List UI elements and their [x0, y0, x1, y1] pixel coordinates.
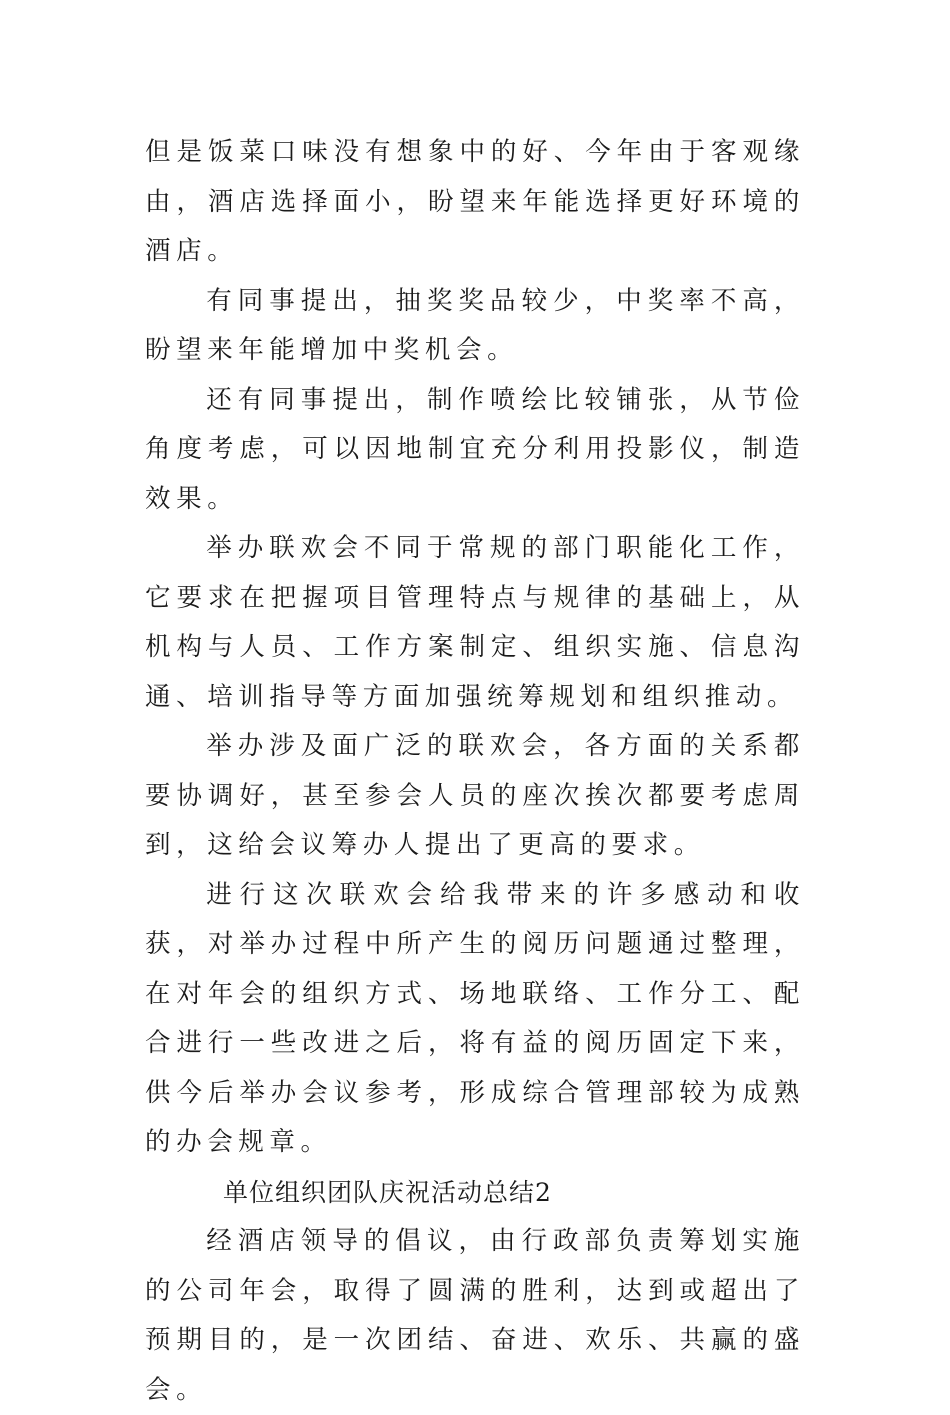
- paragraph: 进行这次联欢会给我带来的许多感动和收获，对举办过程中所产生的阅历问题通过整理，在对年会的组织方式、场地联络、工作分工、配合进行一些改进之后，将有益的阅历固定下来，供今后举办会议参考，形成综合管理部较为成熟的办会规章。: [145, 879, 805, 1157]
- paragraph: 举办联欢会不同于常规的部门职能化工作，它要求在把握项目管理特点与规律的基础上，从机构与人员、工作方案制定、组织实施、信息沟通、培训指导等方面加强统筹规划和组织推动。: [145, 533, 805, 712]
- paragraph: 还有同事提出，制作喷绘比较铺张，从节俭角度考虑，可以因地制宜充分利用投影仪，制造效果。: [145, 384, 805, 514]
- document-body: [145, 128, 805, 1415]
- paragraph-continued: 但是饭菜口味没有想象中的好、今年由于客观缘由，酒店选择面小，盼望来年能选择更好环境的酒店。: [145, 137, 805, 266]
- paragraph: 经酒店领导的倡议，由行政部负责筹划实施的公司年会，取得了圆满的胜利，达到或超出了预期目的，是一次团结、奋进、欢乐、共赢的盛会。: [145, 1226, 805, 1405]
- paragraph: 有同事提出，抽奖奖品较少，中奖率不高，盼望来年能增加中奖机会。: [145, 285, 805, 365]
- section-title: 单位组织团队庆祝活动总结2: [223, 1177, 552, 1207]
- paragraph: 举办涉及面广泛的联欢会，各方面的关系都要协调好，甚至参会人员的座次挨次都要考虑周到，这给会议筹办人提出了更高的要求。: [145, 731, 805, 860]
